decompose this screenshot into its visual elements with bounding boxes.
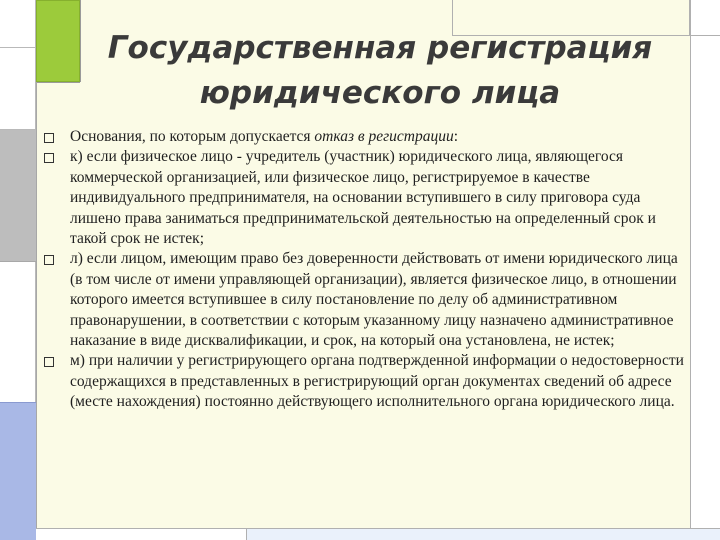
- list-item: [44, 127, 686, 147]
- list-item: [44, 147, 686, 249]
- slide-title-line-2: юридического лица: [199, 75, 561, 111]
- list-item-text: м) при наличии у регистрирующего органа подтвержденной информации о недостоверности содержащихся в представленных в регистрирующий орган документах сведений об адресе (месте нахождения) постоянно действующего исполнительного органа юридического лица.: [70, 352, 684, 411]
- decor-frame-line: [36, 82, 37, 528]
- decor-square-white-top: [0, 0, 36, 48]
- list-item-text-prefix: Основания, по которым допускается: [70, 128, 315, 145]
- list-item-text: к) если физическое лицо - учредитель (участник) юридического лица, являющегося коммерческой организацией, или физическое лицо, регистрируемое в качестве индивидуального предпринимателя, на основании вступившего в силу приговора суда лишено права заниматься предпринимательской деятельностью на определенный срок и такой срок не истек;: [70, 148, 656, 248]
- decor-square-gray: [0, 130, 36, 262]
- slide-title: [60, 26, 700, 116]
- bullet-list: [44, 127, 686, 413]
- slide-title-line-1: Государственная регистрация: [107, 30, 653, 66]
- list-item-text: л) если лицом, имеющим право без доверенности действовать от имени юридического лица (в том числе от имени управляющей организации), является физическое лицо, в отношении которого имеется вступившее в силу постановление по делу об административном правонарушении, в соответствии с которым указанному лицу назначено административное наказание в виде дисквалификации, и срок, на который она установлена, не истек;: [70, 250, 678, 350]
- decor-square-white-low: [0, 262, 36, 402]
- decor-square-white-mid: [0, 48, 36, 130]
- decor-bottom-white: [36, 528, 246, 540]
- hollow-square-bullet-icon: [44, 153, 54, 163]
- list-item: [44, 351, 686, 412]
- list-item-text-suffix: :: [453, 128, 459, 145]
- hollow-square-bullet-icon: [44, 357, 54, 367]
- list-item-emphasis: отказ в регистрации: [314, 128, 454, 145]
- decor-square-blue: [0, 402, 36, 540]
- decor-bottom-blue: [246, 528, 720, 540]
- list-item: [44, 249, 686, 351]
- hollow-square-bullet-icon: [44, 133, 54, 143]
- hollow-square-bullet-icon: [44, 255, 54, 265]
